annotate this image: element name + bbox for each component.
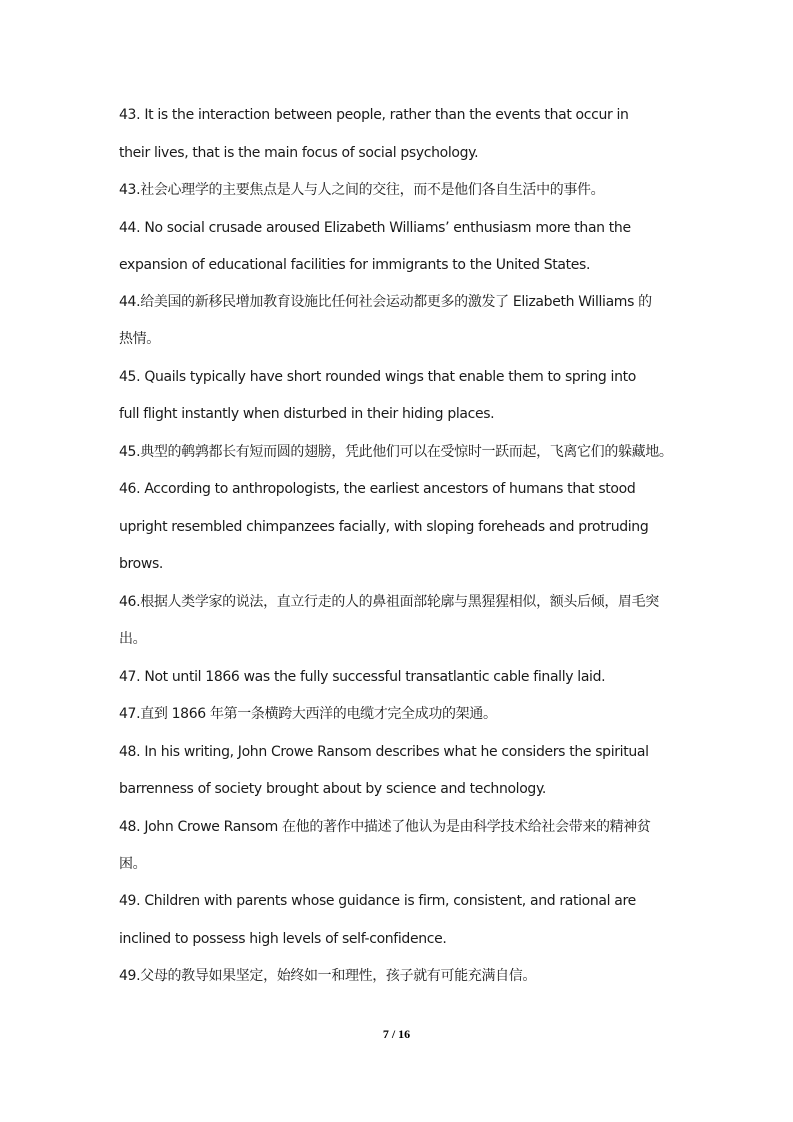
- text-line: upright resembled chimpanzees facially, with sloping foreheads and protruding: [119, 519, 649, 535]
- text-line: barrenness of society brought about by science and technology.: [119, 781, 547, 797]
- text-line: 44.给美国的新移民增加教育设施比任何社会运动都更多的激发了 Elizabeth Williams 的: [119, 294, 652, 310]
- text-line: 45.典型的鹌鹑都长有短而圆的翅膀，凭此他们可以在受惊时一跃而起，飞离它们的躲藏地。: [119, 444, 673, 460]
- text-line: 48. In his writing, John Crowe Ransom describes what he considers the spiritual: [119, 744, 649, 760]
- page-number: 7 / 16: [382, 1027, 411, 1041]
- text-line: 困。: [119, 856, 147, 872]
- text-line: brows.: [119, 556, 163, 572]
- text-line: expansion of educational facilities for immigrants to the United States.: [119, 257, 591, 273]
- text-line: 43. It is the interaction between people, rather than the events that occur in: [119, 107, 629, 123]
- text-line: 49. Children with parents whose guidance is firm, consistent, and rational are: [119, 893, 636, 909]
- text-line: 热情。: [119, 331, 160, 347]
- text-line: 出。: [119, 631, 147, 647]
- text-line: 43.社会心理学的主要焦点是人与人之间的交往，而不是他们各自生活中的事件。: [119, 182, 605, 198]
- text-line: 47. Not until 1866 was the fully successful transatlantic cable finally laid.: [119, 669, 606, 685]
- text-line: 45. Quails typically have short rounded wings that enable them to spring into: [119, 369, 636, 385]
- text-line: 46.根据人类学家的说法，直立行走的人的鼻祖面部轮廓与黑猩猩相似，额头后倾，眉毛突: [119, 594, 659, 610]
- text-line: 44. No social crusade aroused Elizabeth Williams’ enthusiasm more than the: [119, 220, 631, 236]
- text-line: 46. According to anthropologists, the earliest ancestors of humans that stood: [119, 481, 636, 497]
- text-line: their lives, that is the main focus of social psychology.: [119, 145, 479, 161]
- text-line: 47.直到 1866 年第一条横跨大西洋的电缆才完全成功的架通。: [119, 706, 497, 722]
- text-line: inclined to possess high levels of self-confidence.: [119, 931, 447, 947]
- text-line: 48. John Crowe Ransom 在他的著作中描述了他认为是由科学技术给社会带来的精神贫: [119, 819, 651, 835]
- text-line: 49.父母的教导如果坚定，始终如一和理性，孩子就有可能充满自信。: [119, 968, 537, 984]
- text-line: full flight instantly when disturbed in their hiding places.: [119, 406, 495, 422]
